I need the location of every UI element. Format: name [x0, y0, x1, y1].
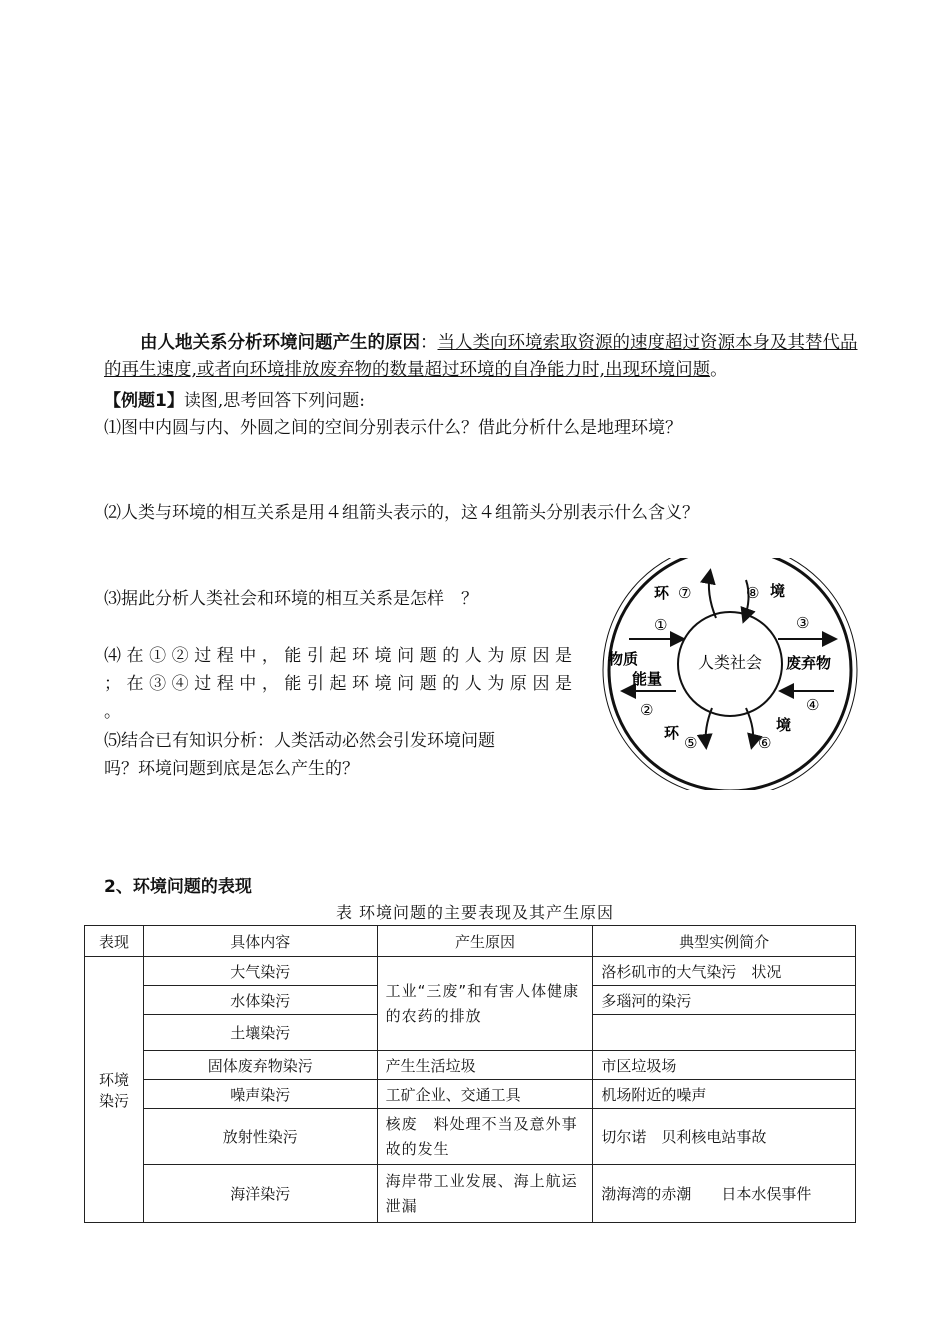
table-caption: 表 环境问题的主要表现及其产生原因 [335, 903, 615, 922]
table-header-row [85, 926, 856, 957]
header-content: 具体内容 [143, 926, 377, 957]
content-cell: 噪声染污 [143, 1080, 377, 1109]
intro-paragraph [104, 330, 860, 384]
content-cell: 土壤染污 [143, 1015, 377, 1051]
content-cell: 固体废弃物染污 [143, 1051, 377, 1080]
environment-problems-table [84, 925, 856, 1223]
content-cell: 放射性染污 [143, 1109, 377, 1165]
human-environment-diagram [596, 558, 868, 790]
example-cell: 机场附近的噪声 [593, 1080, 856, 1109]
question-5-line-1: ⑸结合已有知识分析：人类活动必然会引发环境问题 [104, 731, 495, 751]
merged-cause-cell: 工业“三废”和有害人体健康的农药的排放 [377, 957, 593, 1051]
env-label-top-right: 境 [770, 582, 786, 600]
example-instruction: 读图,思考回答下列问题: [183, 391, 365, 411]
env-label-bottom-left: 环 [664, 724, 680, 742]
example-cell: 渤海湾的赤潮 日本水俣事件 [593, 1165, 856, 1223]
header-category: 表现 [85, 926, 144, 957]
table-row [85, 957, 856, 986]
center-label: 人类社会 [697, 653, 763, 672]
content-cell: 水体染污 [143, 986, 377, 1015]
category-cell [85, 957, 144, 1223]
intro-end: 。 [710, 360, 728, 380]
section-2-heading: 2、环境问题的表现 [104, 877, 252, 897]
category-line-1: 环境 [98, 1070, 129, 1089]
example-cell: 切尔诺 贝利核电站事故 [593, 1109, 856, 1165]
cause-cell: 核废 料处理不当及意外事故的发生 [377, 1109, 593, 1165]
number-3: ③ [796, 614, 810, 632]
env-label-bottom-right: 境 [776, 716, 792, 734]
cause-cell: 海岸带工业发展、海上航运泄漏 [377, 1165, 593, 1223]
number-7: ⑦ [678, 584, 692, 602]
left-label-top: 物质 [608, 650, 639, 668]
number-1: ① [654, 616, 668, 634]
right-label: 废弃物 [786, 654, 832, 672]
cause-cell: 工矿企业、交通工具 [377, 1080, 593, 1109]
content-cell: 大气染污 [143, 957, 377, 986]
number-5: ⑤ [684, 734, 698, 752]
table-row [85, 1165, 856, 1223]
arrow-5 [706, 708, 712, 746]
arrow-7 [709, 572, 716, 618]
table-row [85, 1080, 856, 1109]
intro-lead: 由人地关系分析环境问题产生的原因 [140, 333, 420, 353]
number-8: ⑧ [746, 584, 760, 602]
cause-cell: 产生生活垃圾 [377, 1051, 593, 1080]
header-example: 典型实例简介 [593, 926, 856, 957]
intro-underlined-text: 当人类向环境索取资源的速度超过资源本身及其替代品的再生速度,或者向环境排放废弃物的数量超过环境的自净能力时,出现环境问题 [104, 333, 858, 380]
example-cell [593, 1015, 856, 1051]
example-label: 【例题1】 [104, 391, 184, 411]
intro-colon: ： [420, 333, 438, 353]
table-row [85, 1051, 856, 1080]
example-cell: 市区垃圾场 [593, 1051, 856, 1080]
number-2: ② [640, 701, 654, 719]
question-5-line-2: 吗？环境问题到底是怎么产生的？ [104, 759, 359, 779]
number-6: ⑥ [758, 734, 772, 752]
table-row [85, 1109, 856, 1165]
number-4: ④ [806, 696, 820, 714]
content-cell: 海洋染污 [143, 1165, 377, 1223]
question-2: ⑵人类与环境的相互关系是用４组箭头表示的，这４组箭头分别表示什么含义？ [104, 503, 699, 523]
header-cause: 产生原因 [377, 926, 593, 957]
question-4-line-2: ；在③④过程中，能引起环境问题的人为原因是 [104, 674, 572, 694]
question-4-line-3: 。 [104, 702, 121, 722]
example-header [104, 387, 365, 415]
left-label-bottom: 能量 [632, 670, 663, 688]
example-cell: 多瑙河的染污 [593, 986, 856, 1015]
example-cell: 洛杉矶市的大气染污 状况 [593, 957, 856, 986]
category-line-2: 染污 [98, 1091, 129, 1110]
question-3: ⑶据此分析人类社会和环境的相互关系是怎样 ？ [104, 589, 478, 609]
question-4-line-1: ⑷在①②过程中，能引起环境问题的人为原因是 [104, 646, 572, 666]
question-1: ⑴图中内圆与内、外圆之间的空间分别表示什么？借此分析什么是地理环境？ [104, 418, 682, 438]
env-label-top-left: 环 [654, 584, 670, 602]
